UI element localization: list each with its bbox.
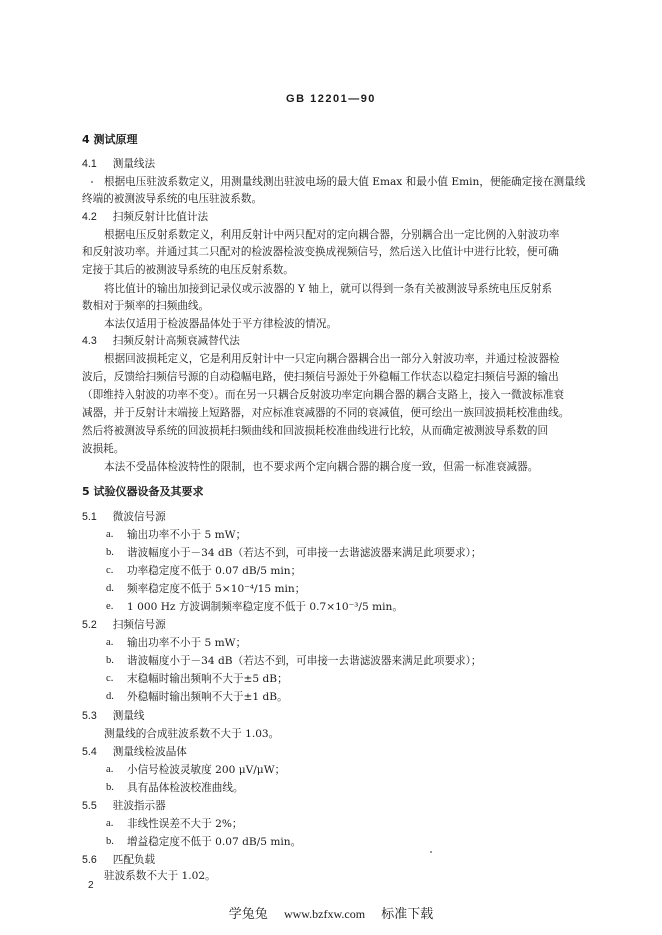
list-label: b.: [106, 782, 114, 793]
list-item: 谐波幅度小于－34 dB（若达不到，可串接一去谐滤波器来满足此项要求）；: [127, 547, 482, 559]
subsection-4-2-heading: [82, 210, 208, 224]
subsection-title: 微波信号源: [112, 511, 166, 523]
list-item: 输出功率不小于 5 mW；: [127, 637, 247, 649]
list-label: d.: [106, 583, 114, 594]
subsection-5-2-heading: [82, 618, 166, 632]
list-label: a.: [106, 764, 114, 775]
subsection-number: 4.1: [82, 158, 97, 170]
list-item: 小信号检波灵敏度 200 μV/μW；: [127, 764, 286, 776]
list-item: 末稳幅时输出频响不大于±5 dB；: [127, 673, 288, 685]
paragraph-line: 驻波系数不大于 1.02。: [104, 870, 216, 882]
paragraph-line: 终端的被测波导系统的电压驻波系数。: [82, 193, 263, 205]
paragraph-line: 波后，反馈给扫频信号源的自动稳幅电路，使扫频信号源处于外稳幅工作状态以稳定扫频信号源的输出: [82, 371, 559, 383]
list-item: 1 000 Hz 方波调制频率稳定度不低于 0.7×10⁻³/5 min。: [127, 601, 403, 613]
list-item: 非线性误差不大于 2%；: [127, 818, 243, 830]
paragraph-line: 然后将被测波导系统的回波损耗扫频曲线和回波损耗校准曲线进行比较，从而确定被测波导系数的回: [82, 425, 549, 437]
footer-url[interactable]: www.bzfxw.com: [283, 907, 366, 921]
footer-watermark: [0, 903, 662, 922]
subsection-title: 扫频反射计比值计法: [112, 211, 209, 223]
footer-tag: 标准下载: [381, 907, 434, 922]
list-label: c.: [106, 565, 114, 576]
paragraph-line: 本法不受晶体检波特性的限制，也不要求两个定向耦合器的耦合度一致，但需一标准衰减器。: [104, 461, 539, 473]
subsection-5-1-heading: [82, 510, 166, 524]
subsection-title: 测量线法: [112, 158, 156, 170]
section-5-title: 5 试验仪器设备及其要求: [82, 485, 204, 498]
footer-site: 学兔兔: [228, 907, 268, 922]
subsection-5-6-heading: [82, 853, 155, 867]
list-item: 输出功率不小于 5 mW；: [127, 529, 247, 541]
paragraph-line: 根据回波损耗定义，它是利用反射计中一只定向耦合器耦合出一部分入射波功率，并通过检波器检: [104, 353, 560, 365]
list-label: c.: [106, 673, 114, 684]
list-item: 功率稳定度不低于 0.07 dB/5 min；: [127, 565, 302, 577]
list-label: a.: [106, 529, 114, 540]
paragraph-line: 根据电压反射系数定义，利用反射计中两只配对的定向耦合器，分别耦合出一定比例的入射波功率: [104, 229, 560, 241]
list-label: e.: [106, 601, 114, 612]
subsection-title: 驻波指示器: [112, 800, 166, 812]
subsection-title: 测量线: [112, 710, 145, 722]
list-label: a.: [106, 637, 114, 648]
subsection-number: 5.5: [82, 800, 97, 812]
subsection-number: 5.6: [82, 854, 97, 866]
subsection-title: 扫频反射计高频衰减替代法: [112, 335, 240, 347]
subsection-number: 4.2: [82, 211, 97, 223]
subsection-4-3-heading: [82, 334, 240, 348]
subsection-number: 5.3: [82, 710, 97, 722]
subsection-number: 5.2: [82, 619, 97, 631]
list-item: 外稳幅时输出频响不大于±1 dB。: [127, 691, 288, 703]
subsection-title: 扫频信号源: [112, 619, 166, 631]
page-number: 2: [88, 880, 94, 891]
scan-speck: [430, 851, 432, 853]
subsection-title: 匹配负载: [112, 854, 156, 866]
section-4-title: 4 测试原理: [82, 133, 138, 146]
paragraph-line: 将比值计的输出加接到记录仪或示波器的 Y 轴上，就可以得到一条有关被测波导系统电压反射系: [104, 283, 553, 295]
paragraph-line: 定接于其后的被测波导系统的电压反射系数。: [82, 264, 294, 276]
subsection-number: 5.1: [82, 511, 97, 523]
subsection-number: 5.4: [82, 746, 97, 758]
paragraph-line: 数相对于频率的扫频曲线。: [82, 300, 210, 312]
paragraph-line: 本法仅适用于检波器晶体处于平方律检波的情况。: [104, 318, 338, 330]
list-item: 谐波幅度小于－34 dB（若达不到，可串接一去谐滤波器来满足此项要求）；: [127, 655, 482, 667]
list-item: 频率稳定度不低于 5×10⁻⁴/15 min；: [127, 583, 306, 595]
paragraph-line: 和反射波功率。并通过其二只配对的检波器检波变换成视频信号，然后送入比值计中进行比较，便可确: [82, 246, 559, 258]
list-label: a.: [106, 818, 114, 829]
list-label: b.: [106, 547, 114, 558]
list-label: b.: [106, 836, 114, 847]
scan-speck: [91, 181, 93, 183]
list-item: 具有晶体检波校准曲线。: [127, 782, 244, 794]
subsection-5-5-heading: [82, 799, 166, 813]
subsection-4-1-heading: [82, 157, 155, 171]
paragraph-line: 波损耗。: [82, 443, 125, 455]
standard-header: GB 12201—90: [286, 93, 376, 105]
subsection-5-4-heading: [82, 745, 187, 759]
list-label: d.: [106, 691, 114, 702]
paragraph-line: 减器，并于反射计末端接上短路器，对应标准衰减器的不同的衰减值，便可绘出一族回波损耗校准曲线。: [82, 407, 570, 419]
paragraph-line: 测量线的合成驻波系数不大于 1.03。: [104, 728, 280, 740]
list-label: b.: [106, 655, 114, 666]
subsection-5-3-heading: [82, 709, 145, 723]
paragraph-line: （即维持入射波的功率不变）。而在另一只耦合反射波功率定向耦合器的耦合支路上，接入一微波标准衰: [82, 389, 565, 401]
paragraph-line: 根据电压驻波系数定义，用测量线测出驻波电场的最大值 Emax 和最小值 Emin，便能确定接在测量线: [104, 176, 586, 188]
subsection-title: 测量线检波晶体: [112, 746, 187, 758]
list-item: 增益稳定度不低于 0.07 dB/5 min。: [127, 836, 302, 848]
subsection-number: 4.3: [82, 335, 97, 347]
